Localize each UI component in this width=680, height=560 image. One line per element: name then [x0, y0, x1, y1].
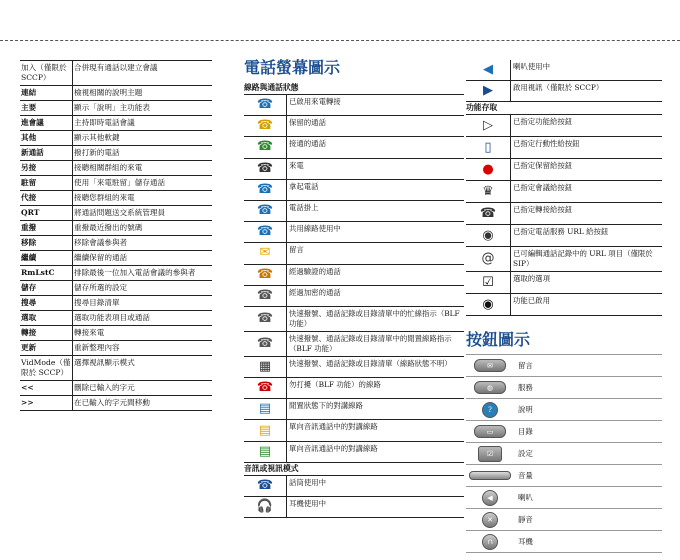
- mute-button-icon: ✕: [482, 512, 498, 528]
- volume-button-icon: [469, 471, 511, 480]
- softkey-name: 搜尋: [21, 298, 37, 307]
- conference-icon: ♛: [482, 183, 494, 199]
- speaker-button-icon: ◀: [482, 490, 498, 506]
- softkey-row: [20, 265, 212, 280]
- icon-row: [244, 357, 464, 378]
- feature-icons-section: [466, 60, 662, 553]
- icon-row: [244, 476, 464, 497]
- softkey-description: 選取功能表項目或通話: [72, 311, 212, 325]
- incoming-call-icon: ☎: [256, 160, 274, 176]
- button-icon-row: [466, 377, 662, 399]
- softkey-name: 另接: [21, 163, 37, 172]
- softkey-description: 刪除已輸入的字元: [72, 381, 212, 395]
- icon-description: 電話掛上: [289, 202, 319, 212]
- softkey-description: 移除會議參與者: [72, 236, 212, 250]
- softkey-name: 新通話: [21, 148, 44, 157]
- softkey-row: [20, 100, 212, 115]
- icon-description: 選取的選項: [513, 274, 550, 283]
- edit-url-icon: @: [481, 251, 495, 266]
- button-description: 靜音: [518, 514, 533, 524]
- help-button-icon: ?: [482, 402, 498, 418]
- softkey-name: >>: [21, 398, 34, 407]
- button-icon-row: [466, 399, 662, 421]
- section-title: 電話螢幕圖示: [244, 58, 341, 77]
- button-description: 留言: [518, 360, 533, 370]
- call-hold-icon: ☎: [256, 118, 274, 134]
- softkey-row: [20, 235, 212, 250]
- softkey-row: [20, 115, 212, 130]
- icon-description: 快速撥號、通話記錄或目錄清單（線路狀態不明）: [289, 358, 452, 368]
- softkey-row: [20, 280, 212, 295]
- icon-description: 快速撥號、通話記錄或目錄清單中的忙線指示（BLF 功能）: [289, 308, 460, 328]
- softkey-row: [20, 160, 212, 175]
- icon-description: 快速撥號、通話記錄或目錄清單中的閒置線路指示（BLF 功能）: [289, 333, 452, 353]
- icon-row: [244, 442, 464, 463]
- softkey-name: 駐留: [21, 178, 37, 187]
- softkey-name: 選取: [21, 313, 37, 322]
- softkey-row: [20, 205, 212, 220]
- transfer-icon: ☎: [479, 205, 497, 221]
- softkey-name: 重撥: [21, 223, 37, 232]
- icon-row: [244, 243, 464, 264]
- icon-row: [244, 222, 464, 243]
- softkey-name: VidMode（僅限於 SCCP）: [21, 358, 71, 377]
- blf-idle-icon: ☎: [256, 335, 274, 351]
- softkey-description: 接聽您群組的來電: [72, 191, 212, 205]
- softkey-name: 轉接: [21, 328, 37, 337]
- feature-enabled-icon: ◉: [482, 296, 494, 312]
- button-description: 說明: [518, 404, 533, 414]
- feature-button-icon: ▷: [483, 117, 493, 133]
- speaker-icon: ◀: [483, 62, 493, 77]
- button-description: 服務: [518, 382, 533, 392]
- icon-row: [466, 159, 662, 181]
- softkey-description: 選擇視訊顯示模式: [72, 356, 212, 380]
- softkey-row: [20, 190, 212, 205]
- softkey-description: 撥打新的電話: [72, 146, 212, 160]
- softkey-name: 更新: [21, 343, 37, 352]
- button-icon-row: [466, 531, 662, 553]
- softkey-description: 合併現有通話以建立會議: [72, 61, 212, 85]
- icon-description: 來電: [289, 160, 304, 170]
- icon-description: 經過加密的通話: [289, 287, 341, 297]
- softkey-name: 移除: [21, 238, 37, 247]
- softkey-description: 重新整理內容: [72, 341, 212, 355]
- icon-row: [466, 115, 662, 137]
- button-icon-row: [466, 421, 662, 443]
- section-title: 按鈕圖示: [466, 330, 531, 349]
- icon-row: [466, 272, 662, 294]
- icon-row: [466, 137, 662, 159]
- softkey-name: 繼續: [21, 253, 37, 262]
- button-icon-row: [466, 355, 662, 377]
- icon-row: [244, 332, 464, 357]
- softkey-description: 轉接來電: [72, 326, 212, 340]
- icon-row: [244, 95, 464, 116]
- icon-description: 經過驗證的通話: [289, 266, 341, 276]
- icon-row: [466, 181, 662, 203]
- softkey-row: [20, 325, 212, 340]
- softkey-name: 主要: [21, 103, 37, 112]
- cut-line: [0, 40, 680, 41]
- off-hook-icon: ☎: [256, 181, 274, 197]
- softkey-name: 進會議: [21, 118, 44, 127]
- icon-description: 已啟用來電轉接: [289, 97, 341, 106]
- icon-description: 勿打擾（BLF 功能）的線路: [289, 380, 381, 390]
- icon-description: 單向音訊通話中的對講線路: [289, 422, 378, 432]
- softkey-name: RmLstC: [21, 268, 55, 277]
- softkey-description: 重撥最近撥出的號碼: [72, 221, 212, 235]
- icon-row: [244, 286, 464, 307]
- icon-description: 共用線路使用中: [289, 224, 341, 234]
- connected-call-icon: ☎: [256, 139, 274, 155]
- softkey-row: [20, 395, 212, 411]
- icon-row: [244, 201, 464, 222]
- softkey-row: [20, 145, 212, 160]
- icon-row: [244, 116, 464, 137]
- subsection-title: 功能存取: [466, 102, 662, 115]
- softkey-description: 顯示其他軟鍵: [72, 131, 212, 145]
- one-way-intercom-icon: ▤: [258, 422, 272, 438]
- softkey-description: 在已輸入的字元間移動: [72, 396, 212, 410]
- icon-description: 已指定轉接給按鈕: [513, 205, 573, 214]
- softkey-description: 使用「來電駐留」儲存通話: [72, 176, 212, 190]
- softkey-row: [20, 85, 212, 100]
- softkey-row: [20, 295, 212, 310]
- softkey-description: 排除最後一位加入電話會議的參與者: [72, 266, 212, 280]
- softkey-description: 主持即時電話會議: [72, 116, 212, 130]
- softkey-name: 代接: [21, 193, 37, 202]
- icon-row: [466, 225, 662, 247]
- softkey-description: 檢視相關的說明主題: [72, 86, 212, 100]
- encrypted-call-icon: ☎: [256, 287, 274, 303]
- messages-button-icon: ✉: [474, 359, 506, 372]
- handset-icon: ☎: [256, 477, 274, 493]
- icon-row: [244, 159, 464, 180]
- icon-row: [466, 81, 662, 102]
- icon-description: 話筒使用中: [289, 477, 326, 487]
- button-icon-row: [466, 487, 662, 509]
- icon-row: [466, 247, 662, 272]
- settings-button-icon: ☑: [478, 446, 502, 462]
- softkey-description: 搜尋目錄清單: [72, 296, 212, 310]
- icon-description: 拿起電話: [289, 181, 319, 191]
- button-icon-row: [466, 509, 662, 531]
- softkey-name: 連結: [21, 88, 37, 97]
- softkey-row: [20, 130, 212, 145]
- softkey-name: QRT: [21, 208, 40, 217]
- button-icon-row: [466, 465, 662, 487]
- hold-button-icon: ●: [482, 161, 494, 177]
- directories-button-icon: ▭: [474, 425, 506, 438]
- softkey-description: 接聽相關群組的來電: [72, 161, 212, 175]
- softkey-table: [20, 60, 212, 411]
- softkey-name: 其他: [21, 133, 37, 142]
- subsection-title: 音訊或視訊模式: [244, 463, 464, 476]
- icon-description: 已指定行動性給按鈕: [513, 139, 580, 148]
- icon-description: 單向音訊通話中的對講線路: [289, 443, 378, 453]
- icon-description: 閒置狀態下的對講線路: [289, 401, 363, 411]
- icon-description: 已可編輯通話記錄中的 URL 項目（僅限於 SIP）: [513, 249, 653, 268]
- icon-row: [244, 497, 464, 518]
- shared-line-icon: ☎: [256, 224, 274, 240]
- icon-description: 留言: [289, 245, 304, 255]
- button-description: 喇叭: [518, 492, 533, 502]
- softkey-row: [20, 250, 212, 265]
- video-icon: ▶: [483, 83, 493, 98]
- button-description: 耳機: [518, 536, 533, 546]
- softkey-description: 儲存所選的設定: [72, 281, 212, 295]
- mobility-icon: ▯: [484, 139, 492, 155]
- idle-line-icon: ▤: [258, 401, 272, 417]
- softkey-row: [20, 310, 212, 325]
- blf-busy-icon: ☎: [256, 310, 274, 326]
- message-icon: ✉: [259, 245, 271, 261]
- button-description: 設定: [518, 448, 533, 458]
- icon-description: 啟用視訊（僅限於 SCCP）: [513, 83, 604, 92]
- button-description: 目錄: [518, 426, 533, 436]
- call-forward-icon: ☎: [256, 97, 274, 113]
- icon-row: [244, 137, 464, 158]
- services-button-icon: ◍: [474, 381, 506, 394]
- icon-row: [244, 180, 464, 201]
- icon-row: [244, 399, 464, 420]
- softkey-row: [20, 175, 212, 190]
- icon-row: [244, 307, 464, 332]
- icon-description: 接通的通話: [289, 139, 326, 149]
- icon-row: [466, 60, 662, 81]
- icon-row: [244, 265, 464, 286]
- icon-description: 喇叭使用中: [513, 62, 550, 71]
- two-way-intercom-icon: ▤: [258, 443, 272, 459]
- blf-unknown-icon: ▦: [258, 358, 272, 374]
- icon-description: 已指定電話服務 URL 給按鈕: [513, 227, 609, 236]
- button-icon-row: [466, 443, 662, 465]
- softkey-row: [20, 340, 212, 355]
- softkey-row: [20, 380, 212, 395]
- softkey-description: 繼續保留的通話: [72, 251, 212, 265]
- icon-description: 功能已啟用: [513, 296, 550, 305]
- headset-button-icon: ∩: [482, 534, 498, 550]
- checkbox-icon: ☑: [482, 274, 494, 290]
- softkey-row: [20, 355, 212, 380]
- icon-description: 耳機使用中: [289, 498, 326, 508]
- softkey-description: 將通話問題送交系統管理員: [72, 206, 212, 220]
- icon-description: 已指定功能給按鈕: [513, 117, 573, 126]
- softkey-row: [20, 220, 212, 235]
- softkey-name: 加入（僅限於 SCCP）: [21, 63, 67, 82]
- icon-description: 保留的通話: [289, 118, 326, 128]
- icon-row: [466, 203, 662, 225]
- screen-icons-section: [244, 58, 464, 518]
- authenticated-call-icon: ☎: [256, 266, 274, 282]
- url-service-icon: ◉: [482, 227, 494, 243]
- headset-icon: 🎧: [256, 498, 274, 514]
- button-description: 音量: [518, 470, 533, 480]
- dnd-icon: ☎: [256, 380, 274, 396]
- icon-row: [244, 420, 464, 441]
- softkey-name: 儲存: [21, 283, 37, 292]
- icon-row: [466, 294, 662, 316]
- icon-description: 已指定保留給按鈕: [513, 161, 573, 170]
- on-hook-icon: ☎: [256, 203, 274, 219]
- softkey-row: [20, 60, 212, 85]
- softkey-description: 顯示「說明」主功能表: [72, 101, 212, 115]
- subsection-title: 線路與通話狀態: [244, 82, 464, 95]
- icon-description: 已指定會議給按鈕: [513, 183, 573, 192]
- softkey-name: <<: [21, 383, 34, 392]
- icon-row: [244, 378, 464, 399]
